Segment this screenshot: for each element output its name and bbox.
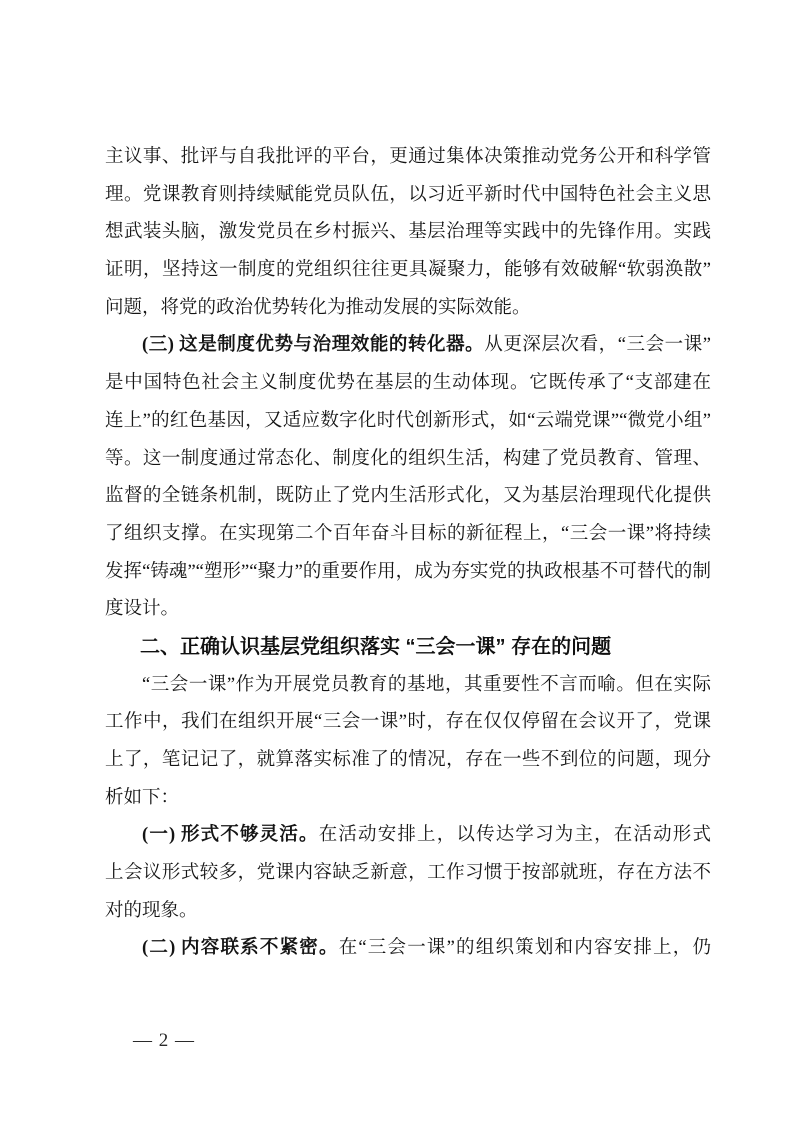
text-line [105,704,711,742]
text-line [105,930,711,968]
body-text: 监督的全链条机制，既防止了党内生活形式化，又为基层治理现代化提供 [105,486,711,507]
text-line [105,817,711,855]
body-text: 证明，坚持这一制度的党组织往往更具凝聚力，能够有效破解“软弱涣散” [105,260,711,281]
body-text: 工作中，我们在组织开展“三会一课”时，存在仅仅停留在会议开了，党课 [105,712,711,733]
body-text: 上了，笔记记了，就算落实标准了的情况，存在一些不到位的问题，现分 [105,750,711,770]
body-text: “三会一课”作为开展党员教育的基地，其重要性不言而喻。但在实际 [142,674,711,695]
text-line [105,327,711,365]
body-text: 想武装头脑，激发党员在乡村振兴、基层治理等实践中的先锋作用。实践 [105,222,711,243]
text-line [105,516,711,554]
body-text: 是中国特色社会主义制度优势在基层的生动体现。它既传承了“支部建在 [105,373,711,394]
body-text: 主议事、批评与自我批评的平台，更通过集体决策推动党务公开和科学管 [105,147,711,167]
body-text: 度设计。 [105,599,180,620]
body-text: 理。党课教育则持续赋能党员队伍，以习近平新时代中国特色社会主义思 [105,184,711,205]
body-text: 了组织支撑。在实现第二个百年奋斗目标的新征程上，“三会一课”将持续 [105,523,711,544]
body-text: 连上”的红色基因，又适应数字化时代创新形式，如“云端党课”“微党小组” [105,410,711,431]
bold-lead-text: (二) 内容联系不紧密。 [142,938,339,959]
body-text: 在活动安排上，以传达学习为主，在活动形式 [318,825,711,846]
body-text: 从更深层次看，“三会一课” [484,335,711,356]
text-line [105,177,711,215]
body-text: 发挥“铸魂”“塑形”“聚力”的重要作用，成为夯实党的执政根基不可替代的制 [105,561,711,582]
text-line [105,441,711,479]
text-line [105,403,711,441]
text-line [105,855,711,893]
bold-lead-text: (三) 这是制度优势与治理效能的转化器。 [142,335,485,356]
footer-page-number: — 2 — [133,1030,195,1051]
text-line [105,290,711,328]
text-line [105,214,711,252]
text-line [105,478,711,516]
text-line [105,554,711,592]
section-heading [105,629,711,667]
body-text: 问题，将党的政治优势转化为推动发展的实际效能。 [105,297,531,318]
body-text: 上会议形式较多，党课内容缺乏新意，工作习惯于按部就班，存在方法不 [105,863,711,884]
body-text: 析如下： [105,787,180,808]
text-line [105,742,711,780]
text-line [105,252,711,290]
text-line [105,591,711,629]
document-body [105,139,711,968]
text-line [105,780,711,818]
text-line [105,667,711,705]
body-text: 在“三会一课”的组织策划和内容安排上，仍 [338,938,711,959]
bold-lead-text: (一) 形式不够灵活。 [142,825,319,846]
bold-lead-text: 二、正确认识基层党组织落实 “三会一课” 存在的问题 [140,635,612,658]
text-line [105,365,711,403]
body-text: 等。这一制度通过常态化、制度化的组织生活，构建了党员教育、管理、 [105,448,711,469]
text-line [105,139,711,177]
text-line [105,893,711,931]
body-text: 对的现象。 [105,900,198,921]
